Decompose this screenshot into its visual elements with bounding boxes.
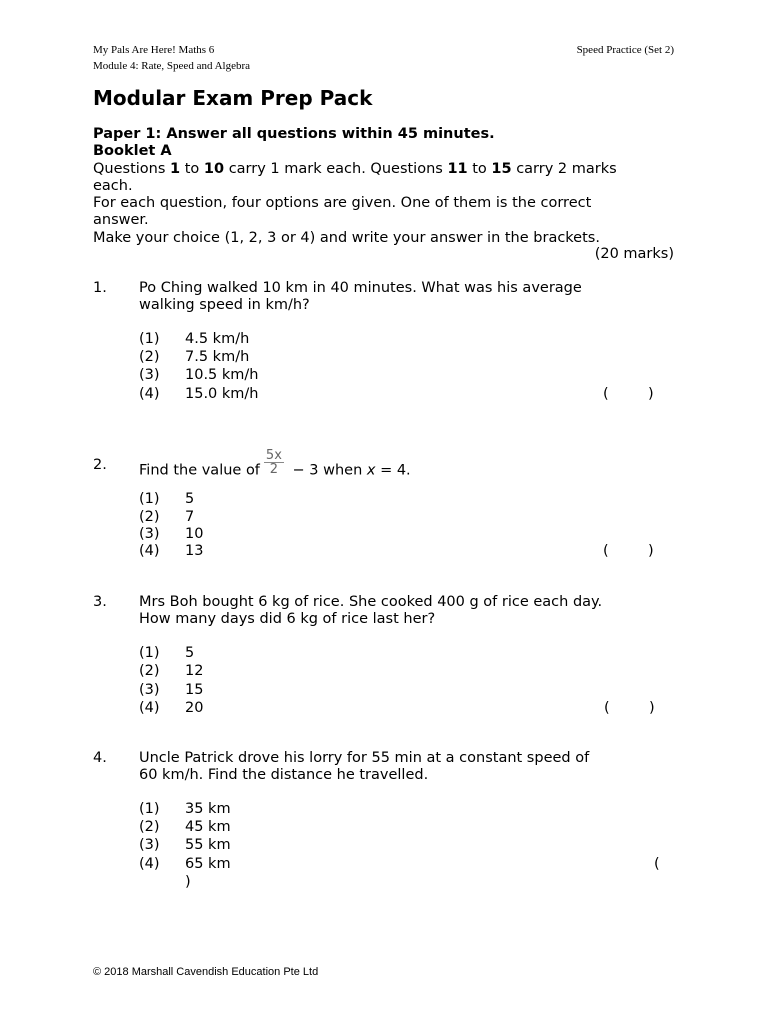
option-number: (4) [139,386,160,402]
option-number: (1) [139,491,160,507]
question-text: Po Ching walked 10 km in 40 minutes. What was his average [139,280,582,296]
option-number: (2) [139,663,160,679]
marks-instruction [93,161,617,179]
variable-x: x [366,462,376,479]
instr-bold: 15 [491,161,512,177]
option-number: (3) [139,367,160,383]
option-value: 10 [185,526,204,542]
question-text [139,448,411,484]
copyright-footer: © 2018 Marshall Cavendish Education Pte Ltd [93,966,319,978]
answer-bracket-open[interactable]: ( [603,543,609,559]
instr-text: carry 1 mark each. Questions [224,161,448,177]
answer-bracket-close[interactable]: ) [648,543,654,559]
instr-text: Questions [93,161,171,177]
question-text-post: = 4. [375,462,411,479]
answer-bracket-open[interactable]: ( [654,856,660,872]
option-number: (3) [139,526,160,542]
question-text: walking speed in km/h? [139,297,310,313]
question-text: How many days did 6 kg of rice last her? [139,611,436,627]
instr-text: to [180,161,204,177]
option-value: 45 km [185,819,231,835]
question-text: Uncle Patrick drove his lorry for 55 min at a constant speed of [139,750,590,766]
options-instruction: For each question, four options are given. One of them is the correct [93,195,592,211]
option-value: 5 [185,491,195,507]
option-number: (1) [139,645,160,661]
option-value: 5 [185,645,195,661]
option-number: (2) [139,509,160,525]
option-number: (4) [139,543,160,559]
option-value: 55 km [185,837,231,853]
option-number: (3) [139,682,160,698]
page-title: Modular Exam Prep Pack [93,86,373,110]
marks-instruction-wrap: each. [93,178,133,194]
header-module: Module 4: Rate, Speed and Algebra [93,60,251,72]
question-text: Mrs Boh bought 6 kg of rice. She cooked 400 g of rice each day. [139,594,603,610]
option-value: 13 [185,543,204,559]
header-practice: Speed Practice (Set 2) [576,44,674,56]
instr-bold: 1 [170,161,181,177]
answer-bracket-open[interactable]: ( [604,700,610,716]
option-value: 7.5 km/h [185,349,250,365]
option-value: 4.5 km/h [185,331,250,347]
options-instruction-wrap: answer. [93,212,149,228]
header-book: My Pals Are Here! Maths 6 [93,44,215,56]
option-number: (2) [139,819,160,835]
instr-bold: 11 [447,161,468,177]
option-number: (1) [139,801,160,817]
option-value: 12 [185,663,204,679]
question-text-pre: Find the value of [139,462,260,479]
booklet-label: Booklet A [93,143,172,159]
option-value: 35 km [185,801,231,817]
choice-instruction: Make your choice (1, 2, 3 or 4) and write your answer in the brackets. [93,230,600,246]
option-number: (1) [139,331,160,347]
instr-text: to [467,161,492,177]
option-number: (4) [139,856,160,872]
question-text: 60 km/h. Find the distance he travelled. [139,767,429,783]
question-number: 4. [93,750,107,766]
option-value: 7 [185,509,195,525]
instr-bold: 10 [203,161,225,177]
question-number: 3. [93,594,107,610]
option-value: 15 [185,682,204,698]
answer-bracket-close[interactable]: ) [649,700,655,716]
instr-text: carry 2 marks [511,161,617,177]
answer-bracket-open[interactable]: ( [603,386,609,402]
total-marks: (20 marks) [594,246,674,262]
question-number: 1. [93,280,107,296]
fraction [264,449,284,476]
option-number: (2) [139,349,160,365]
option-number: (3) [139,837,160,853]
fraction-denominator: 2 [269,462,279,477]
answer-bracket-close[interactable]: ) [185,874,191,890]
option-value: 15.0 km/h [185,386,259,402]
option-value: 10.5 km/h [185,367,259,383]
option-number: (4) [139,700,160,716]
option-value: 20 [185,700,204,716]
answer-bracket-close[interactable]: ) [648,386,654,402]
fraction-numerator: 5x [265,448,282,463]
option-value: 65 km [185,856,231,872]
question-number: 2. [93,457,107,473]
question-text-post: − 3 when [287,462,367,479]
paper-instruction: Paper 1: Answer all questions within 45 minutes. [93,126,495,142]
